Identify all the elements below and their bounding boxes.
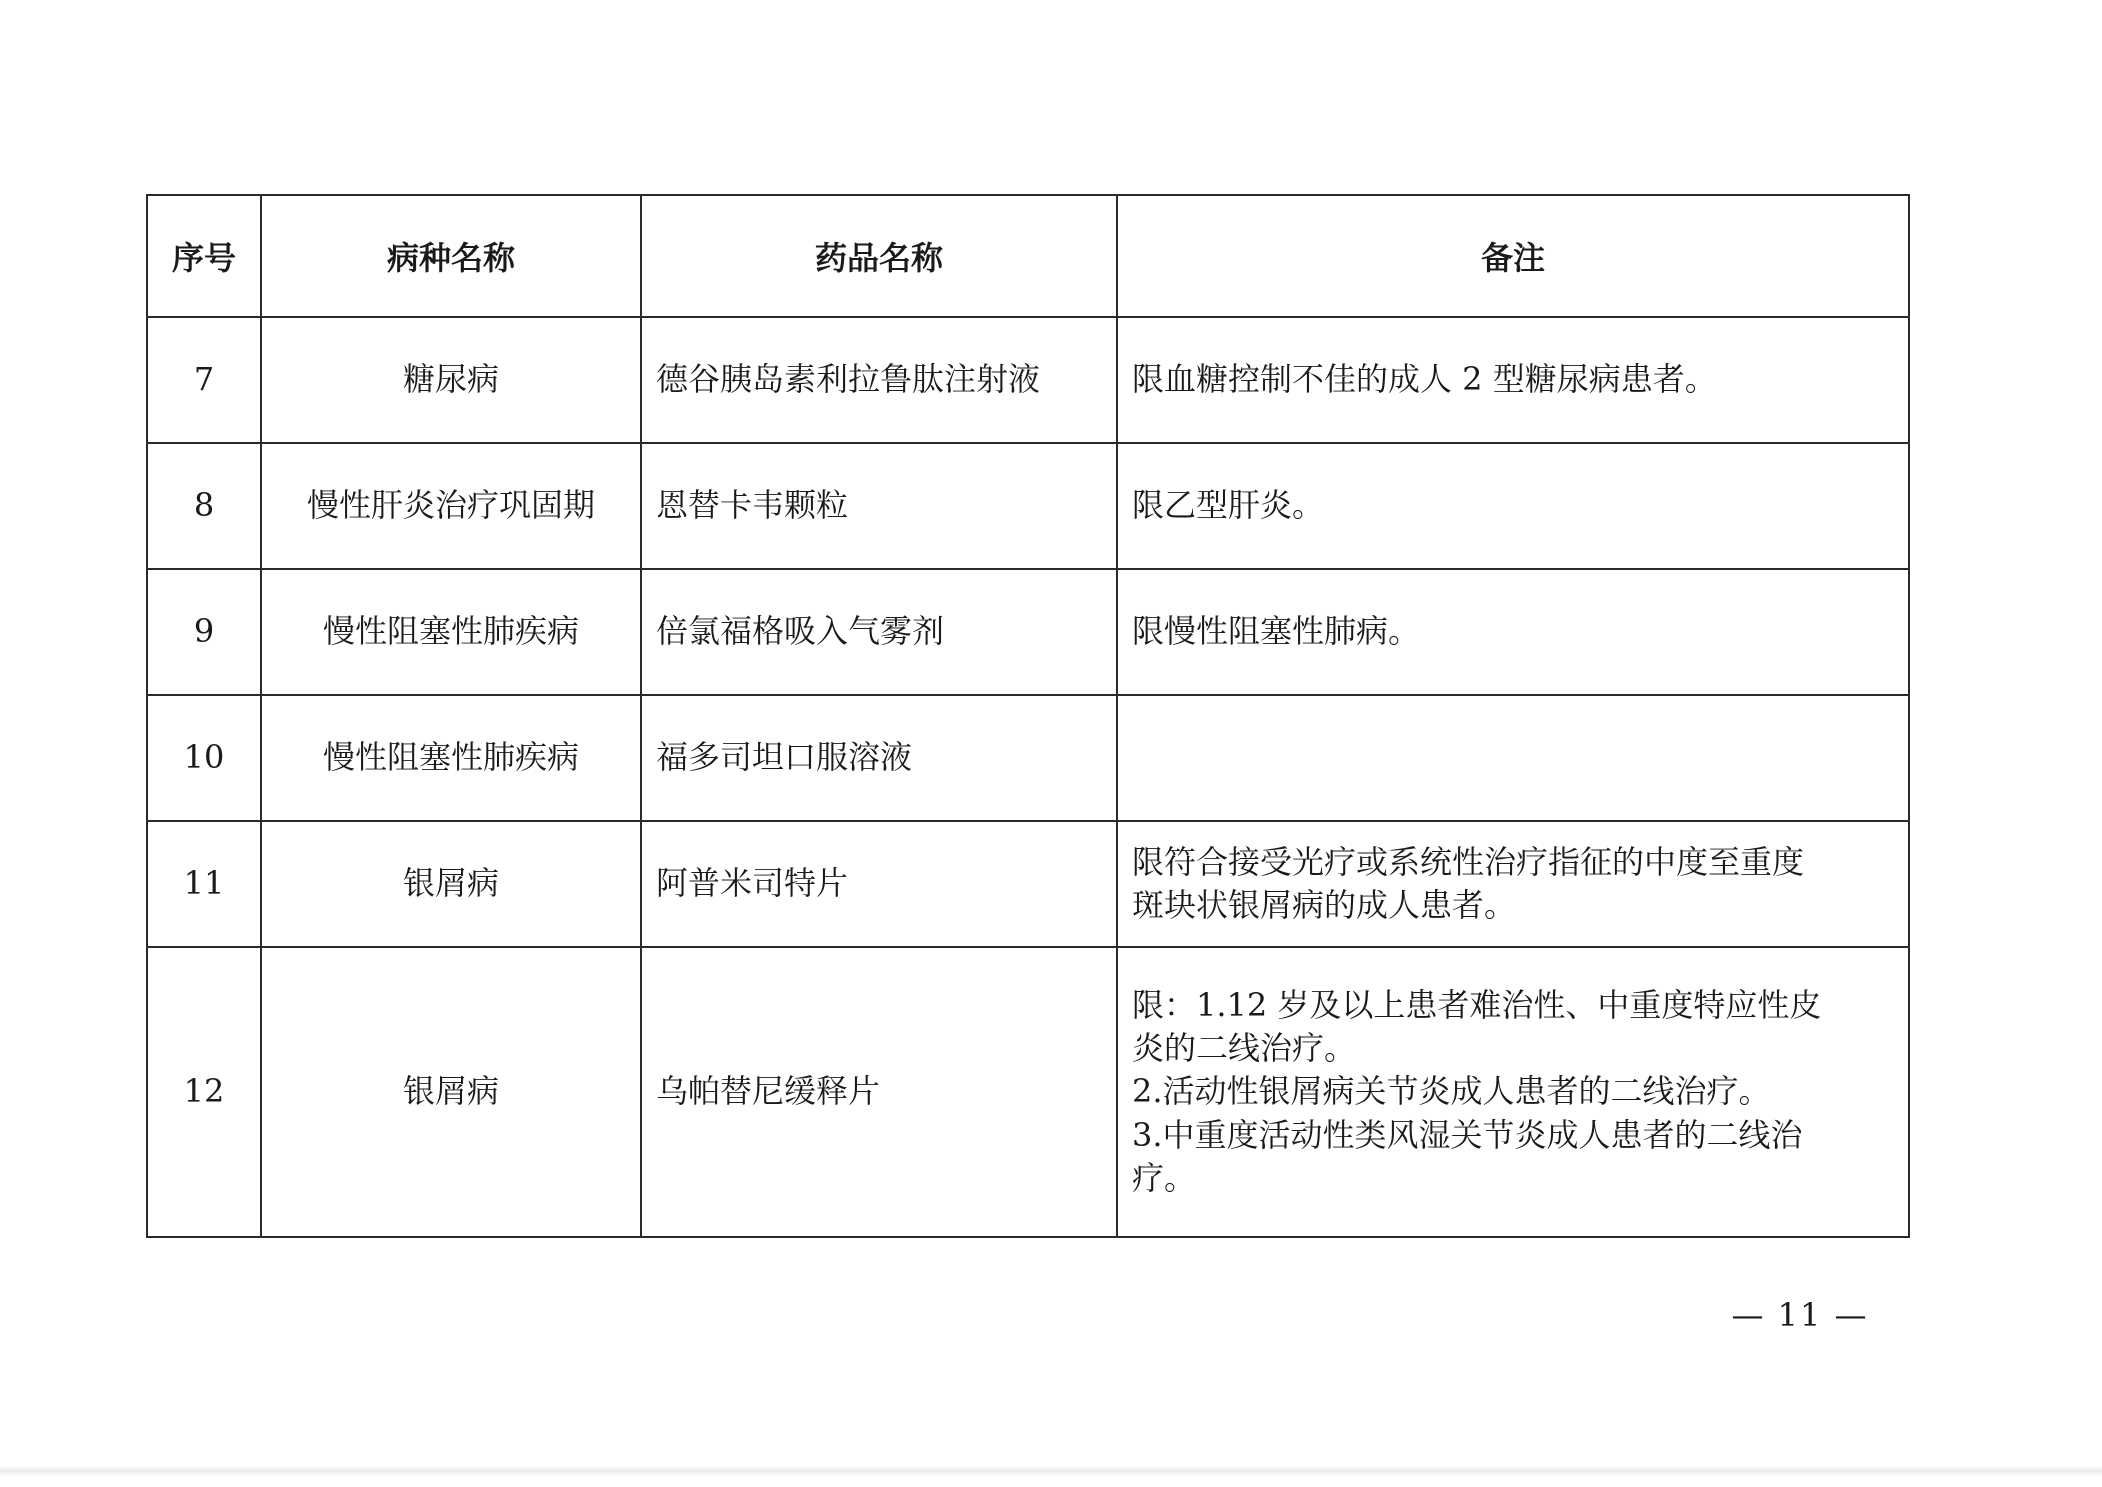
row-index: 8 [147,443,261,569]
note-line: 限血糖控制不佳的成人 2 型糖尿病患者。 [1132,360,1717,399]
table-row [147,947,1909,1237]
table-header-row [147,195,1909,317]
table-row [147,821,1909,947]
row-drug: 德谷胰岛素利拉鲁肽注射液 [641,317,1117,443]
row-disease: 慢性肝炎治疗巩固期 [261,443,641,569]
row-note [1117,569,1909,695]
table-row [147,317,1909,443]
note-line: 限符合接受光疗或系统性治疗指征的中度至重度 [1132,842,1805,881]
row-disease: 银屑病 [261,947,641,1237]
row-disease: 糖尿病 [261,317,641,443]
row-index: 9 [147,569,261,695]
row-drug: 福多司坦口服溶液 [641,695,1117,821]
row-note [1117,443,1909,569]
row-note [1117,947,1909,1237]
row-disease: 银屑病 [261,821,641,947]
row-note [1117,821,1909,947]
table-row [147,695,1909,821]
row-index: 12 [147,947,261,1237]
row-disease: 慢性阻塞性肺疾病 [261,569,641,695]
table-body [147,317,1909,1237]
note-line: 限慢性阻塞性肺病。 [1132,612,1421,651]
row-drug: 恩替卡韦颗粒 [641,443,1117,569]
row-drug: 阿普米司特片 [641,821,1117,947]
note-line: 炎的二线治疗。 [1132,1029,1357,1068]
page-number: — 11 — [1731,1296,1869,1334]
note-line: 3.中重度活动性类风湿关节炎成人患者的二线治 [1132,1115,1803,1154]
note-line: 2.活动性银屑病关节炎成人患者的二线治疗。 [1132,1072,1771,1111]
row-index: 10 [147,695,261,821]
table-row [147,443,1909,569]
note-line: 斑块状银屑病的成人患者。 [1132,886,1517,924]
header-disease: 病种名称 [261,195,641,317]
row-note [1117,317,1909,443]
row-index: 7 [147,317,261,443]
row-drug: 乌帕替尼缓释片 [641,947,1117,1237]
note-line: 疗。 [1132,1158,1197,1197]
header-drug: 药品名称 [641,195,1117,317]
header-index: 序号 [147,195,261,317]
table-row [147,569,1909,695]
row-index: 11 [147,821,261,947]
header-note: 备注 [1117,195,1909,317]
row-note [1117,695,1909,821]
note-line: 限：1.12 岁及以上患者难治性、中重度特应性皮 [1132,986,1822,1025]
row-drug: 倍氯福格吸入气雾剂 [641,569,1117,695]
row-disease: 慢性阻塞性肺疾病 [261,695,641,821]
note-line: 限乙型肝炎。 [1132,486,1325,525]
drug-list-table [146,194,1910,1238]
scan-edge-divider [0,1466,2102,1476]
